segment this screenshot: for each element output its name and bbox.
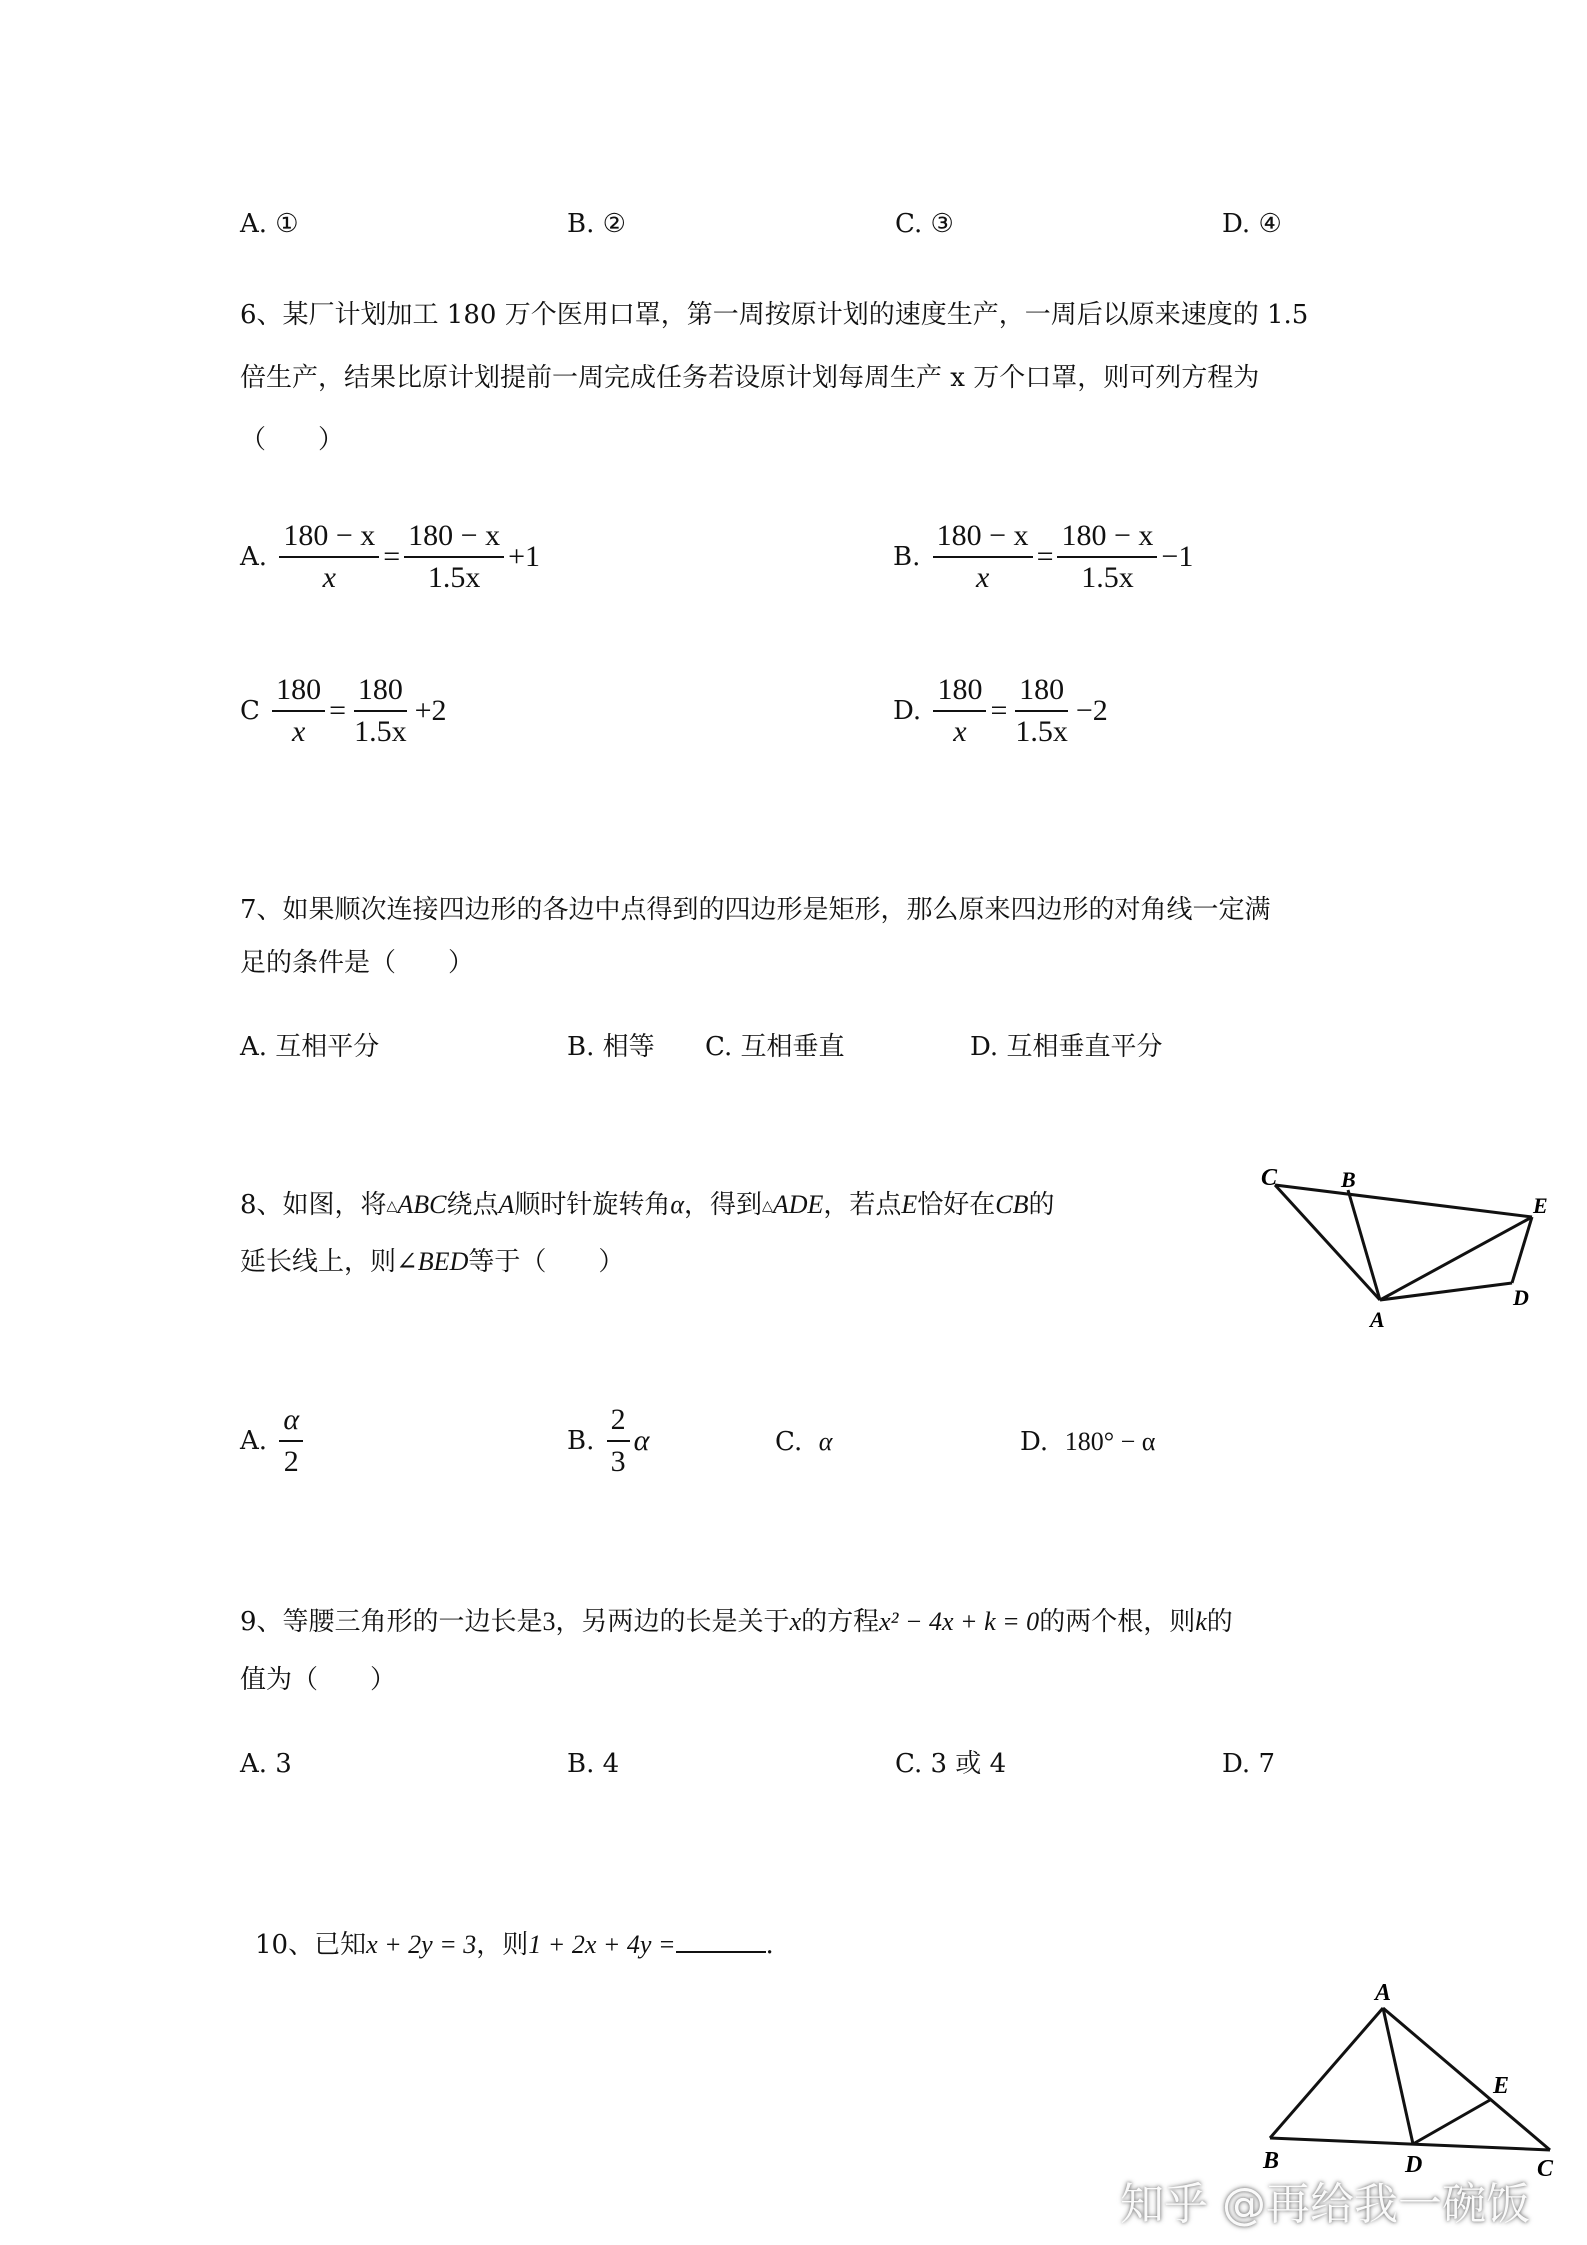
numerator: α [279,1402,303,1442]
q8-option-c [775,1422,832,1462]
math: α [670,1190,685,1219]
math: ADE [772,1190,824,1219]
math: α [818,1427,833,1456]
text: ，则 [476,1930,529,1960]
math: ABC [397,1190,447,1219]
q8-option-d [1020,1422,1155,1462]
label-d: D [1405,2152,1423,2178]
denominator: 1.5x [427,561,481,594]
numerator: 180 [272,672,325,712]
line-ab [1270,2008,1383,2138]
line-bc [1270,2138,1550,2150]
math: ∠BED [396,1247,469,1276]
term: −1 [1161,540,1194,573]
q6-stem-line3: （ ） [240,425,345,455]
fraction [404,518,504,596]
q6-option-c [240,672,447,750]
q10-stem [255,1925,774,1965]
math: k [1195,1607,1207,1636]
text: 的两个根，则 [1039,1607,1196,1637]
answer-blank[interactable] [676,1925,766,1953]
text: 等于（ ） [468,1247,625,1277]
denominator: 2 [283,1445,299,1478]
q8-figure [1255,1155,1555,1330]
numerator: 180 − x [933,518,1033,558]
label-b: B [1263,2148,1280,2174]
equals-sign: = [329,694,347,727]
term: −2 [1075,694,1108,727]
fraction [1011,672,1072,750]
q11-figure [1255,1978,1555,2178]
text: 的 [1206,1607,1233,1637]
fraction [350,672,411,750]
label-e: E [1493,2073,1510,2099]
text: 的 [1028,1190,1055,1220]
watermark: 知乎 @再给我一碗饭 [1120,2179,1530,2230]
numerator: 180 − x [1057,518,1157,558]
denominator: 1.5x [354,715,407,748]
line-ac [1383,2008,1550,2150]
option-label: B. [567,1426,595,1456]
triangle-symbol: △ [386,1198,398,1214]
label-e: E [1533,1193,1548,1218]
q8-stem-line1 [240,1185,1055,1226]
label-a: A [1370,1307,1385,1330]
denominator: 1.5x [1081,561,1134,594]
numerator: 180 [1015,672,1068,712]
line-ae [1380,1217,1532,1300]
text: . [765,1930,774,1960]
q6-option-b [893,518,1193,596]
line-ce [1275,1185,1532,1217]
math: E [901,1190,918,1219]
q7-stem-line2: 足的条件是（ ） [240,948,475,978]
math: 3 [542,1607,556,1636]
equals-sign: = [1036,540,1054,573]
equals-sign: = [990,694,1008,727]
q7-option-d: D. 互相垂直平分 [970,1032,1163,1062]
denominator: x [975,561,990,594]
q6-stem-line2: 倍生产，结果比原计划提前一周完成任务若设原计划每周生产 x 万个口罩，则可列方程为 [240,363,1260,393]
option-label: D. [1020,1427,1049,1457]
q6-option-d [893,672,1108,750]
q7-option-a: A. 互相平分 [240,1032,380,1062]
label-c: C [1537,2156,1554,2178]
denominator: x [953,715,967,748]
text: 8、如图，将 [240,1190,387,1220]
text: 10、已知 [255,1930,367,1960]
math: 180° − α [1064,1427,1156,1456]
fraction [279,518,379,596]
text: 顺时针旋转角 [514,1190,671,1220]
q6-stem-line1: 6、某厂计划加工 180 万个医用口罩，第一周按原计划的速度生产，一周后以原来速度的 1.5 [240,300,1309,330]
q5-option-b: B. ② [567,209,626,239]
q9-option-b: B. 4 [567,1749,620,1779]
math: A [498,1190,515,1219]
text: 延长线上，则 [240,1247,397,1277]
fraction [1057,518,1157,596]
q5-option-a: A. ① [240,209,299,239]
equation: x² − 4x + k = 0 [879,1607,1040,1636]
fraction [272,672,325,750]
q9-stem-line1 [240,1602,1233,1642]
label-d: D [1513,1285,1529,1310]
text: ，若点 [823,1190,902,1220]
q7-option-b: B. 相等 [567,1032,655,1062]
numerator: 180 − x [404,518,504,558]
option-label: C. [775,1427,803,1457]
q8-option-b [567,1402,649,1480]
denominator: 1.5x [1015,715,1068,748]
fraction [933,672,986,750]
triangle-symbol: △ [762,1198,773,1214]
option-label: A. [240,1426,268,1456]
math: x [789,1607,802,1636]
text: 9、等腰三角形的一边长是 [240,1607,543,1637]
text: 绕点 [446,1190,499,1220]
option-label: D. [893,696,922,726]
denominator: 3 [610,1445,626,1478]
q6-option-a [240,518,540,596]
option-label: B. [893,542,921,572]
fraction [933,518,1033,596]
numerator: 2 [607,1402,630,1442]
line-de [1413,2100,1490,2144]
label-c: C [1261,1165,1278,1191]
denominator: x [322,561,336,594]
term: +1 [508,540,540,573]
math: α [633,1424,650,1457]
q9-option-d: D. 7 [1222,1749,1275,1779]
text: ，得到 [684,1190,763,1220]
term: +2 [414,694,447,727]
q7-option-c: C. 互相垂直 [705,1032,845,1062]
numerator: 180 [933,672,986,712]
q9-option-c: C. 3 或 4 [895,1749,1007,1779]
q7-stem-line1: 7、如果顺次连接四边形的各边中点得到的四边形是矩形，那么原来四边形的对角线一定满 [240,895,1271,925]
math: CB [995,1190,1029,1219]
line-ad [1380,1283,1512,1300]
q9-option-a: A. 3 [240,1749,292,1779]
text: 恰好在 [917,1190,996,1220]
text: 的方程 [801,1607,880,1637]
denominator: x [292,715,306,748]
q5-option-c: C. ③ [895,209,954,239]
option-label: C [240,696,260,726]
equation: x + 2y = 3 [366,1930,477,1959]
text: ，另两边的长是关于 [555,1607,790,1637]
numerator: 180 [354,672,407,712]
label-b: B [1341,1167,1356,1192]
fraction [607,1402,630,1480]
label-a: A [1375,1980,1392,2006]
equation: 1 + 2x + 4y = [528,1930,676,1959]
q8-option-a [240,1402,307,1480]
option-label: A. [240,542,268,572]
q9-stem-line2: 值为（ ） [240,1665,397,1695]
fraction [279,1402,303,1480]
q8-stem-line2 [240,1242,624,1282]
q5-option-d: D. ④ [1222,209,1282,239]
equals-sign: = [383,540,401,573]
numerator: 180 − x [279,518,379,558]
